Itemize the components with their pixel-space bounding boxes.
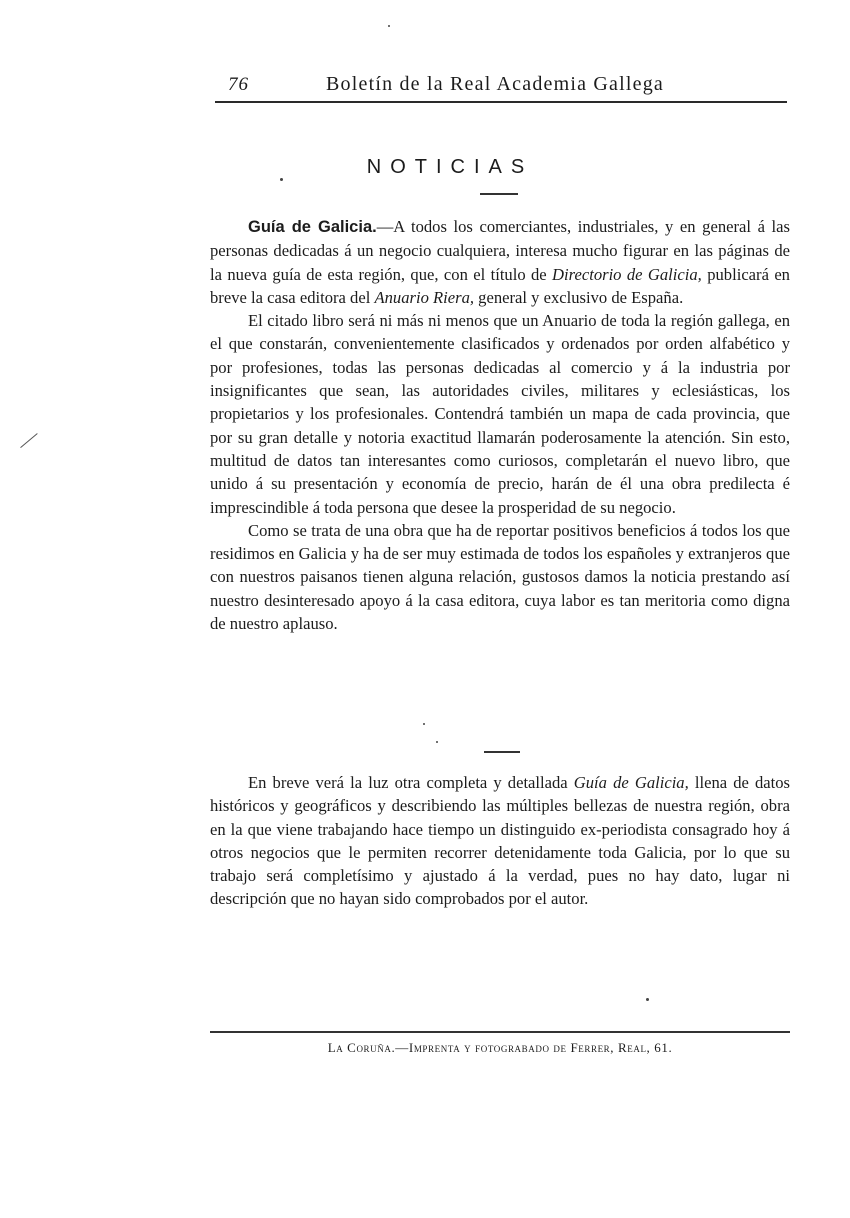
article2-title-guia: Guía de Galicia, [573, 773, 689, 792]
article1-title-anuario: Anuario Riera, [374, 287, 475, 307]
section-title: NOTICIAS [366, 156, 534, 178]
footer-rule [210, 1031, 790, 1033]
article1-lead: Guía de Galicia. [248, 218, 377, 236]
journal-title: Boletín de la Real Academia Gallega [326, 73, 664, 95]
article-otra-guia [210, 771, 790, 911]
margin-pencil-mark [20, 433, 38, 448]
article2-paragraph-1 [210, 771, 790, 911]
print-speck [388, 25, 390, 27]
print-speck [280, 178, 283, 181]
article-divider [484, 751, 520, 753]
page-number: 76 [228, 74, 249, 95]
print-speck [646, 998, 649, 1001]
print-speck [423, 723, 425, 725]
article2-text-a: En breve verá la luz otra completa y detallada [248, 773, 574, 792]
article1-text-a: —A todos los comerciantes, industriales, y en general á las personas dedicadas á un negocio cualquiera, interesa mucho figurar en las páginas de la nueva guía de esta región, que, con el título de [210, 217, 790, 284]
article1-title-directorio: Directorio de Galicia, [552, 264, 702, 284]
printer-imprint: La Coruña.—Imprenta y fotograbado de Ferrer, Real, 61. [327, 1040, 673, 1055]
running-head [218, 70, 786, 100]
article-guia-de-galicia [210, 215, 790, 635]
print-speck [436, 741, 438, 743]
article1-paragraph-3: Como se trata de una obra que ha de reportar positivos beneficios á todos los que residimos en Galicia y ha de ser muy estimada de todos los españoles y extranjeros que con nuestros paisanos tienen alguna relación, gustosos damos la noticia prestando así nuestro desinteresado apoyo á la casa editora, cuya labor es tan meritoria como digna de nuestro aplauso. [210, 520, 790, 634]
header-rule [215, 101, 787, 103]
article1-paragraph-2: El citado libro será ni más ni menos que un Anuario de toda la región gallega, en el que constarán, convenientemente clasificados y ordenados por orden alfabético y por profesiones, todas las personas dedicadas al comercio y á la industria por insignificantes que sean, las autoridades civiles, militares y eclesiásticas, los propietarios y los profesionales. Contendrá también un mapa de cada provincia, que por su gran detalle y notoria exactitud llamarán poderosamente la atención. Sin esto, multitud de datos tan interesantes como curiosos, completarán el nuevo libro, que unido á su presentación y economía de precio, harán de él una obra predilecta é imprescindible á toda persona que desee la prosperidad de su negocio. [210, 311, 790, 517]
title-divider [480, 193, 518, 195]
article1-text-b: publicará en breve la casa editora del [210, 264, 790, 307]
article1-text-c: general y exclusivo de España. [474, 287, 684, 307]
article1-paragraph-1 [210, 215, 790, 309]
article2-text-b: llena de datos históricos y geográficos y describiendo las múltiples bellezas de nuestra región, obra en la que viene trabajando hace tiempo un distinguido ex-periodista consagrado hoy á otros negocios que le permiten recorrer detenidamente toda Galicia, por lo que su trabajo será completísimo y ajustado á la verdad, pues no hay dato, lugar ni descripción que no hayan sido comprobados por el autor. [210, 773, 791, 909]
